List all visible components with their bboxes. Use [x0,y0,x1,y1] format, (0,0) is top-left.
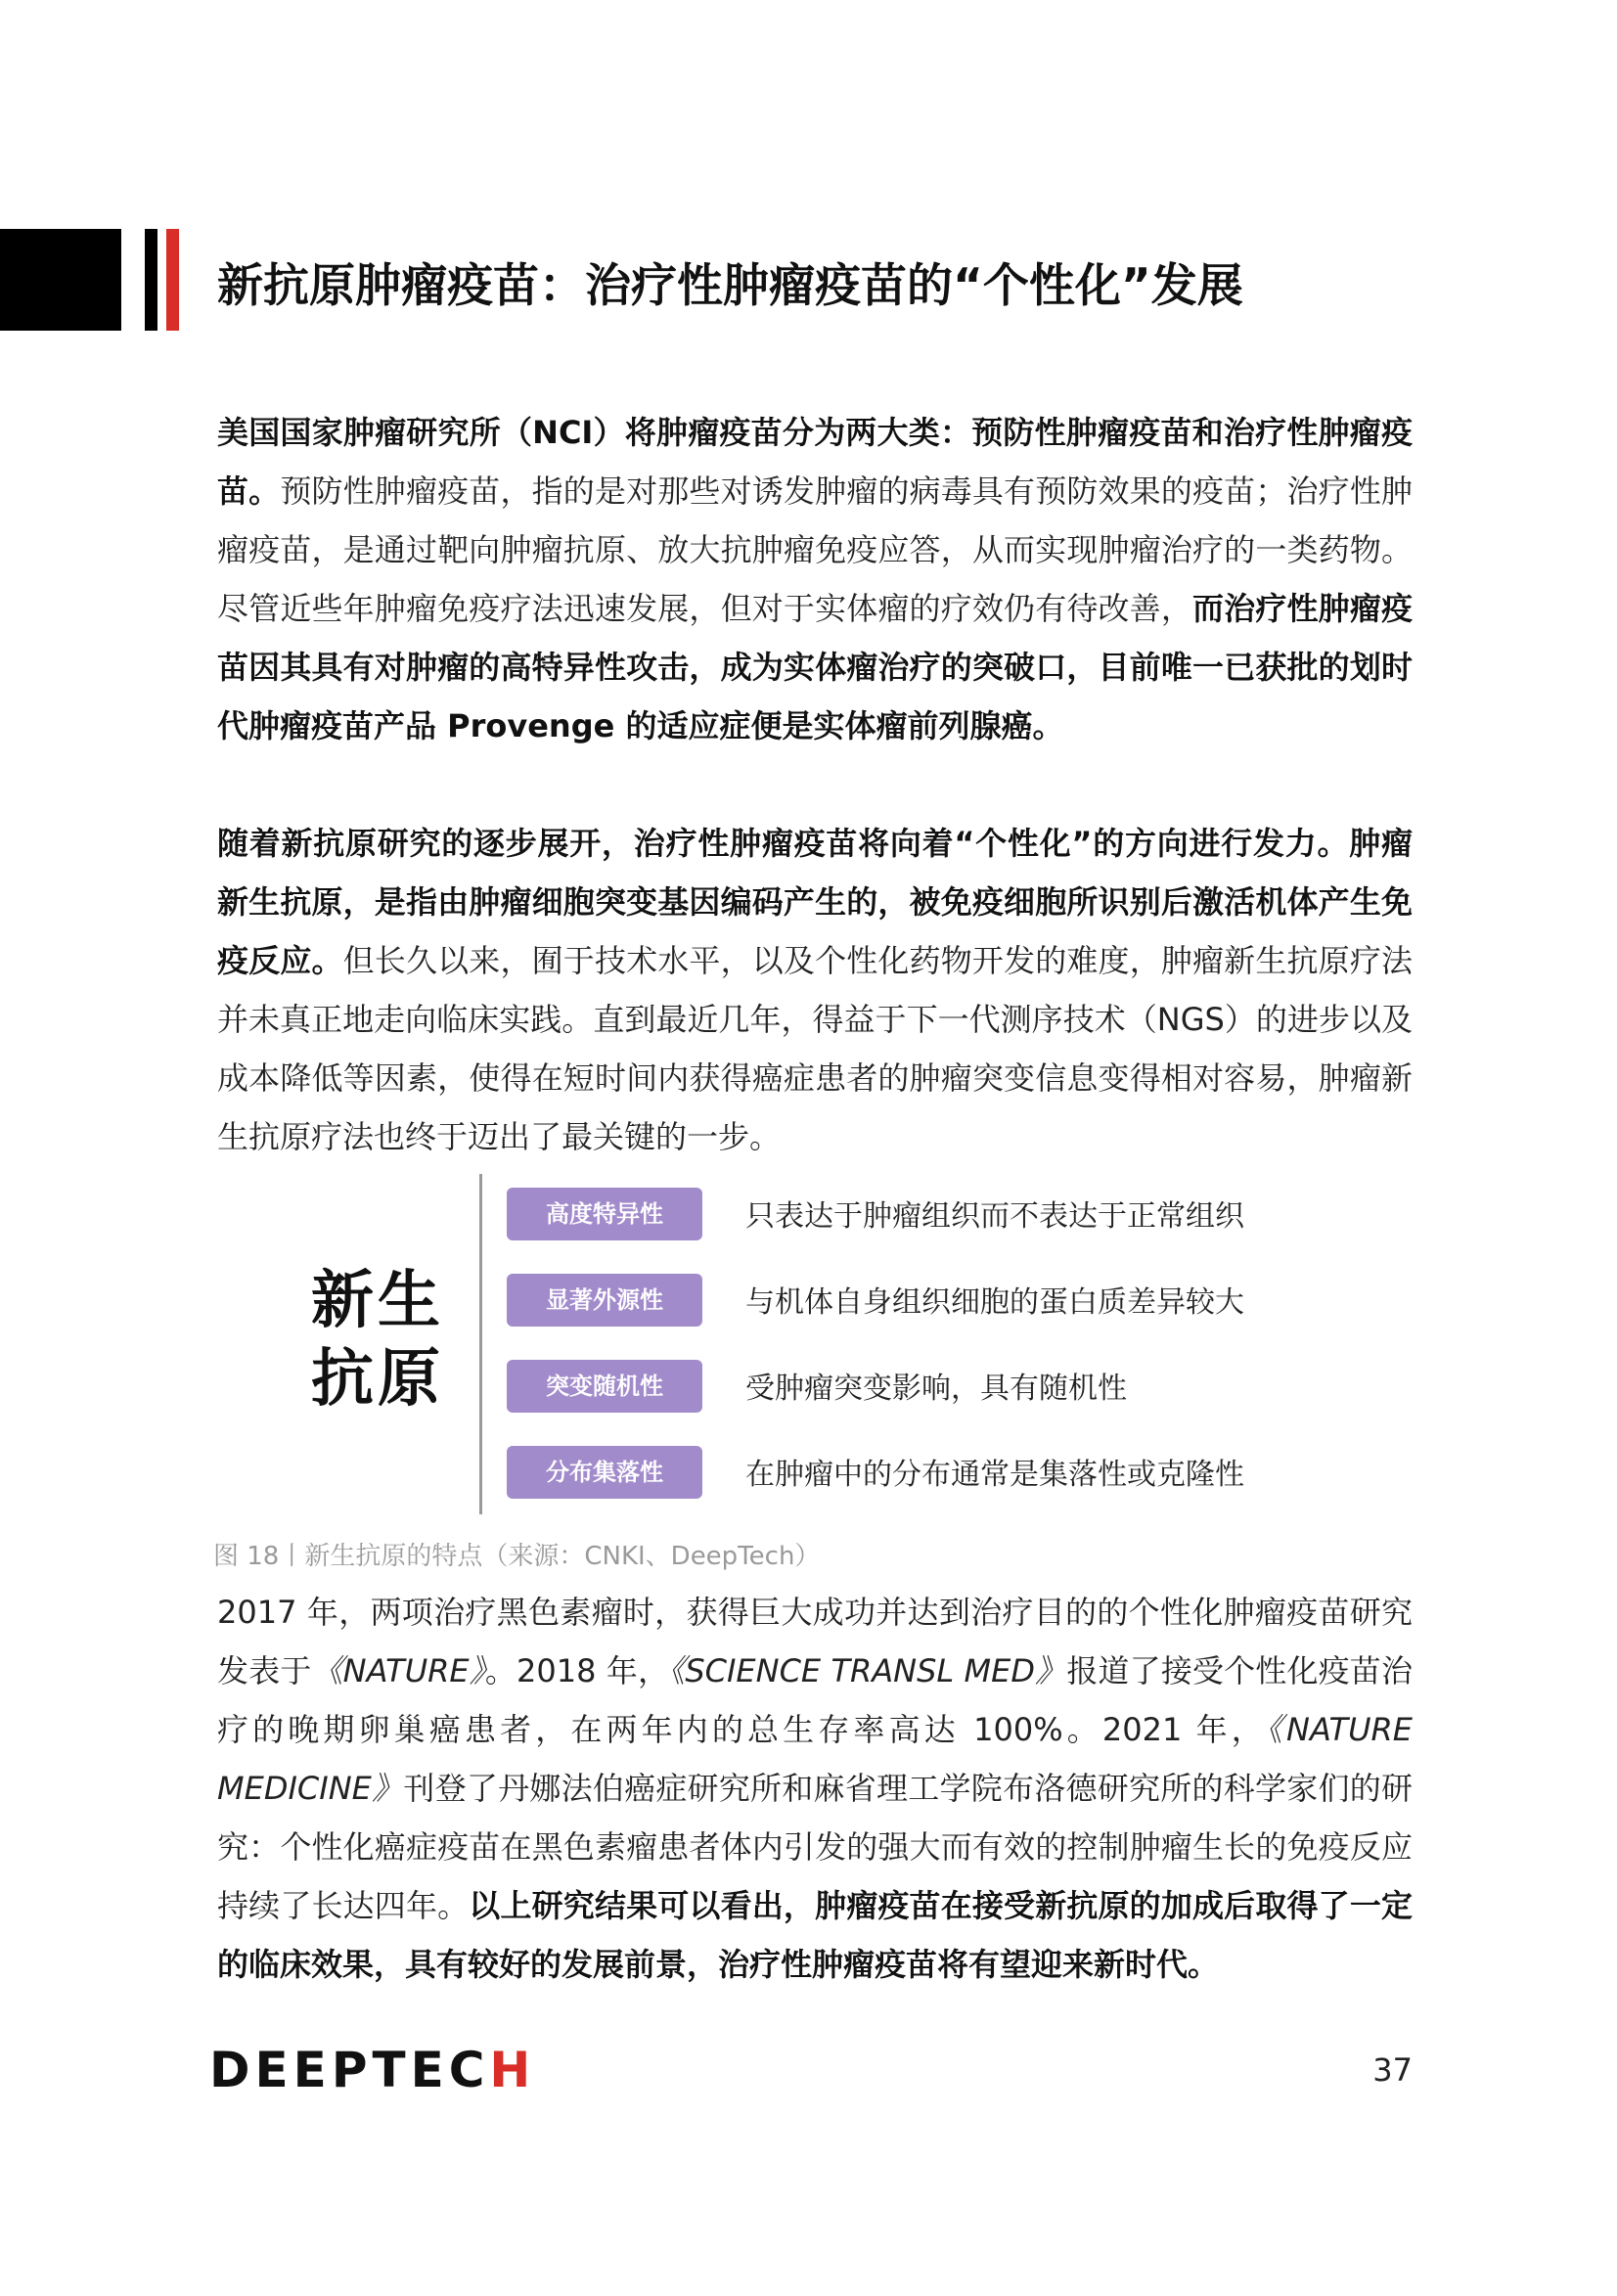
figure-row [507,1274,1387,1327]
research-bold-conclusion: 以上研究结果可以看出，肿瘤疫苗在接受新抗原的加成后取得了一定的临床效果，具有较好的发展前景，治疗性肿瘤疫苗将有望迎来新时代。 [217,1887,1413,1983]
feature-tag: 分布集落性 [507,1446,702,1499]
feature-description: 与机体自身组织细胞的蛋白质差异较大 [745,1285,1244,1320]
paragraph-intro [217,403,1413,755]
journal-name: 《SCIENCE TRANSL MED》 [669,1652,1067,1689]
page-number: 37 [1372,2051,1413,2089]
feature-description: 在肿瘤中的分布通常是集落性或克隆性 [745,1458,1244,1492]
header-black-block [0,229,121,331]
research-text: 报道了接受个性化疫苗治疗的晚期卵巢癌患者，在两年内的总生存率高达 100%。2021 年， [217,1652,1413,1748]
neoantigen-body: 但长久以来，囿于技术水平，以及个性化药物开发的难度，肿瘤新生抗原疗法并未真正地走向临床实践。直到最近几年，得益于下一代测序技术（NGS）的进步以及成本降低等因素，使得在短时间内获得癌症患者的肿瘤突变信息变得相对容易，肿瘤新生抗原疗法也终于迈出了最关键的一步。 [217,942,1413,1155]
journal-name: 《NATURE》 [311,1652,485,1689]
feature-description: 受肿瘤突变影响，具有随机性 [745,1372,1127,1406]
feature-tag: 显著外源性 [507,1274,702,1327]
intro-bold-lead: 美国国家肿瘤研究所（NCI）将肿瘤疫苗分为两大类：预防性肿瘤疫苗和治疗性肿瘤疫苗。 [217,414,1413,510]
section-title: 新抗原肿瘤疫苗：治疗性肿瘤疫苗的“个性化”发展 [217,259,1243,313]
feature-tag: 突变随机性 [507,1360,702,1413]
neoantigen-bold-lead: 随着新抗原研究的逐步展开，治疗性肿瘤疫苗将向着“个性化”的方向进行发力。肿瘤新生抗原，是指由肿瘤细胞突变基因编码产生的，被免疫细胞所识别后激活机体产生免疫反应。 [217,825,1413,979]
research-text: 。2018 年， [484,1652,670,1689]
header-red-bar [166,229,179,331]
figure-title [311,1262,444,1418]
feature-description: 只表达于肿瘤组织而不表达于正常组织 [745,1199,1244,1234]
intro-body: 预防性肿瘤疫苗，指的是对那些对诱发肿瘤的病毒具有预防效果的疫苗；治疗性肿瘤疫苗，是通过靶向肿瘤抗原、放大抗肿瘤免疫应答，从而实现肿瘤治疗的一类药物。尽管近些年肿瘤免疫疗法迅速发展，但对于实体瘤的疗效仍有待改善， [217,473,1413,627]
figure-title-line2: 抗原 [311,1343,444,1416]
logo-accent-letter: H [489,2042,536,2098]
intro-bold-tail: 而治疗性肿瘤疫苗因其具有对肿瘤的高特异性攻击，成为实体瘤治疗的突破口，目前唯一已获批的划时代肿瘤疫苗产品 Provenge 的适应症便是实体瘤前列腺癌。 [217,590,1413,744]
research-text: 2017 年，两项治疗黑色素瘤时，获得巨大成功并达到治疗目的的个性化肿瘤疫苗研究发表于 [217,1594,1413,1689]
figure-row [507,1188,1387,1240]
research-text: 刊登了丹娜法伯癌症研究所和麻省理工学院布洛德研究所的科学家们的研究：个性化癌症疫苗在黑色素瘤患者体内引发的强大而有效的控制肿瘤生长的免疫反应持续了长达四年。 [217,1770,1413,1924]
logo-text: DEEPTEC [209,2042,490,2098]
figure-divider [479,1174,482,1514]
feature-tag: 高度特异性 [507,1188,702,1240]
figure-title-line1: 新生 [311,1265,444,1337]
journal-name: 《NATURE MEDICINE》 [217,1711,1413,1807]
neoantigen-figure [217,1174,1420,1526]
figure-row [507,1360,1387,1413]
figure-caption: 图 18丨新生抗原的特点（来源：CNKI、DeepTech） [213,1542,821,1571]
header-black-bar [145,229,157,331]
paragraph-research [217,1583,1413,1994]
paragraph-neoantigen [217,814,1413,1166]
deeptech-logo [209,2041,535,2099]
figure-row [507,1446,1387,1499]
